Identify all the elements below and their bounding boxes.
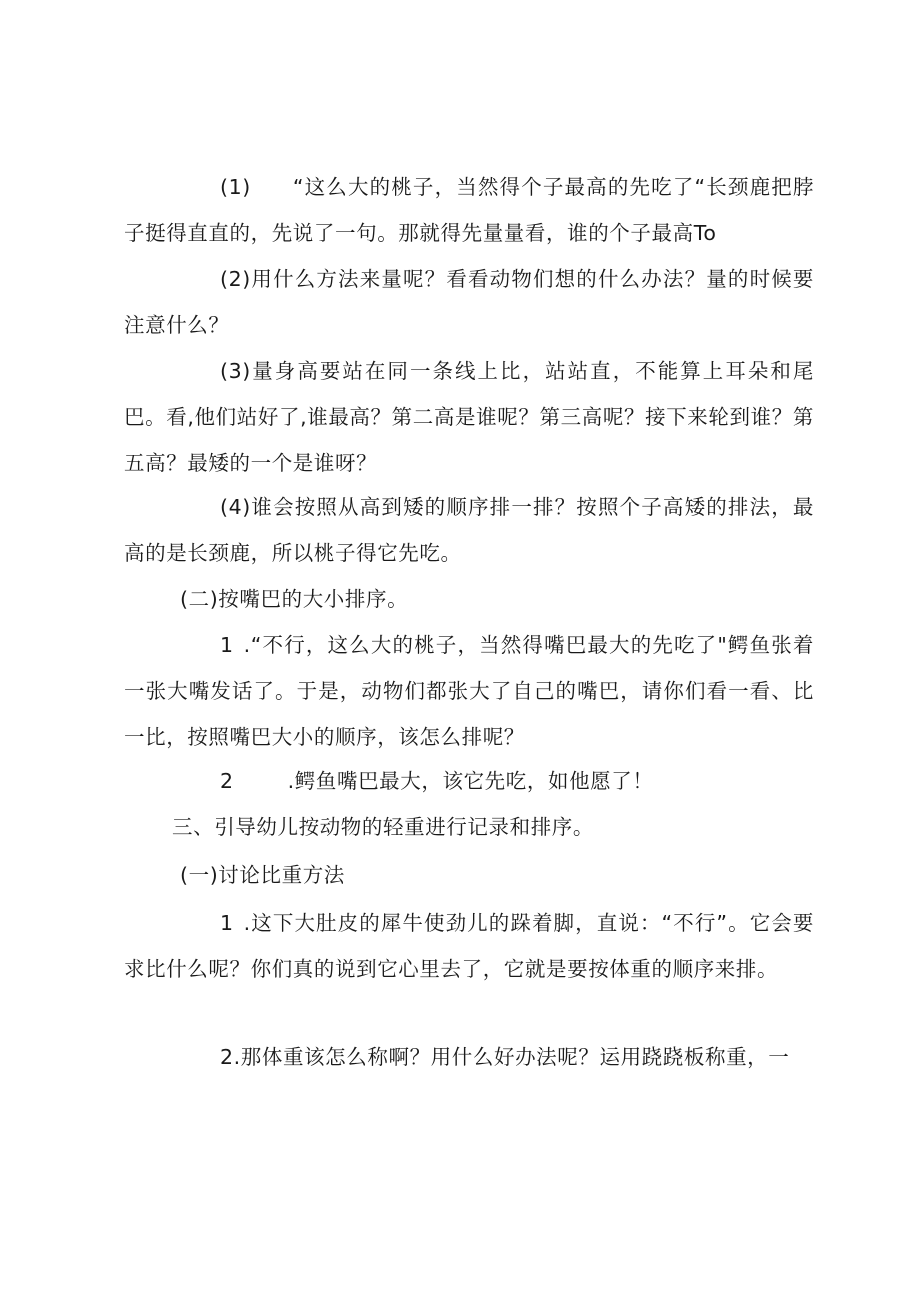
section-heading-3 [124,804,814,850]
paragraph-4-text: 谁会按照从高到矮的顺序排一排？按照个子高矮的排法，最高的是长颈鹿，所以桃子得它先吃。 [124,495,814,565]
list-item-b1-text: .“不行，这么大的桃子，当然得嘴巴最大的先吃了"鳄鱼张着一张大嘴发话了。于是，动物们都张大了自己的嘴巴，请你们看一看、比一比，按照嘴巴大小的顺序，该怎么排呢？ [124,633,814,749]
paragraph-2 [124,256,814,348]
paragraph-4-number: (4) [220,495,251,519]
section-heading-3-text: 三、引导幼儿按动物的轻重进行记录和排序。 [172,815,594,839]
list-item-c1-number: 1 [220,911,234,935]
list-item-c2-text: .那体重该怎么称啊？用什么好办法呢？运用跷跷板称重，一 [233,1045,790,1069]
section-heading-2 [124,576,814,622]
list-item-b2-number: 2 [220,769,234,793]
paragraph-1-text: “这么大的桃子，当然得个子最高的先吃了“长颈鹿把脖子挺得直直的，先说了一句。那就得先量量看，谁的个子最高To [124,175,814,245]
list-item-b1-number: 1 [220,633,234,657]
list-item-b2-text: .鳄鱼嘴巴最大，该它先吃，如他愿了！ [287,769,654,793]
paragraph-4 [124,484,814,576]
list-item-c1-text: .这下大肚皮的犀牛使劲儿的跺着脚，直说：“不行”。它会要求比什么呢？你们真的说到它心里去了，它就是要按体重的顺序来排。 [124,911,814,981]
paragraph-2-number: (2) [220,267,251,291]
list-item-c1 [124,900,814,992]
list-item-b2 [124,758,814,804]
list-item-c2-number: 2 [220,1045,234,1069]
paragraph-1 [124,164,814,256]
paragraph-3-number: (3) [220,359,251,383]
list-item-b1 [124,622,814,760]
list-item-c2 [124,1034,814,1080]
subsection-heading-3-1 [124,852,814,898]
section-heading-2-text: (二)按嘴巴的大小排序。 [180,587,409,611]
paragraph-1-number: (1) [220,175,251,199]
paragraph-3-text: 量身高要站在同一条线上比，站站直，不能算上耳朵和尾巴。看,他们站好了,谁最高？第二高是谁呢？第三高呢？接下来轮到谁？第五高？最矮的一个是谁呀？ [124,359,814,475]
paragraph-2-text: 用什么方法来量呢？看看动物们想的什么办法？量的时候要注意什么？ [124,267,814,337]
paragraph-3 [124,348,814,486]
subsection-heading-3-1-text: (一)讨论比重方法 [180,863,345,887]
